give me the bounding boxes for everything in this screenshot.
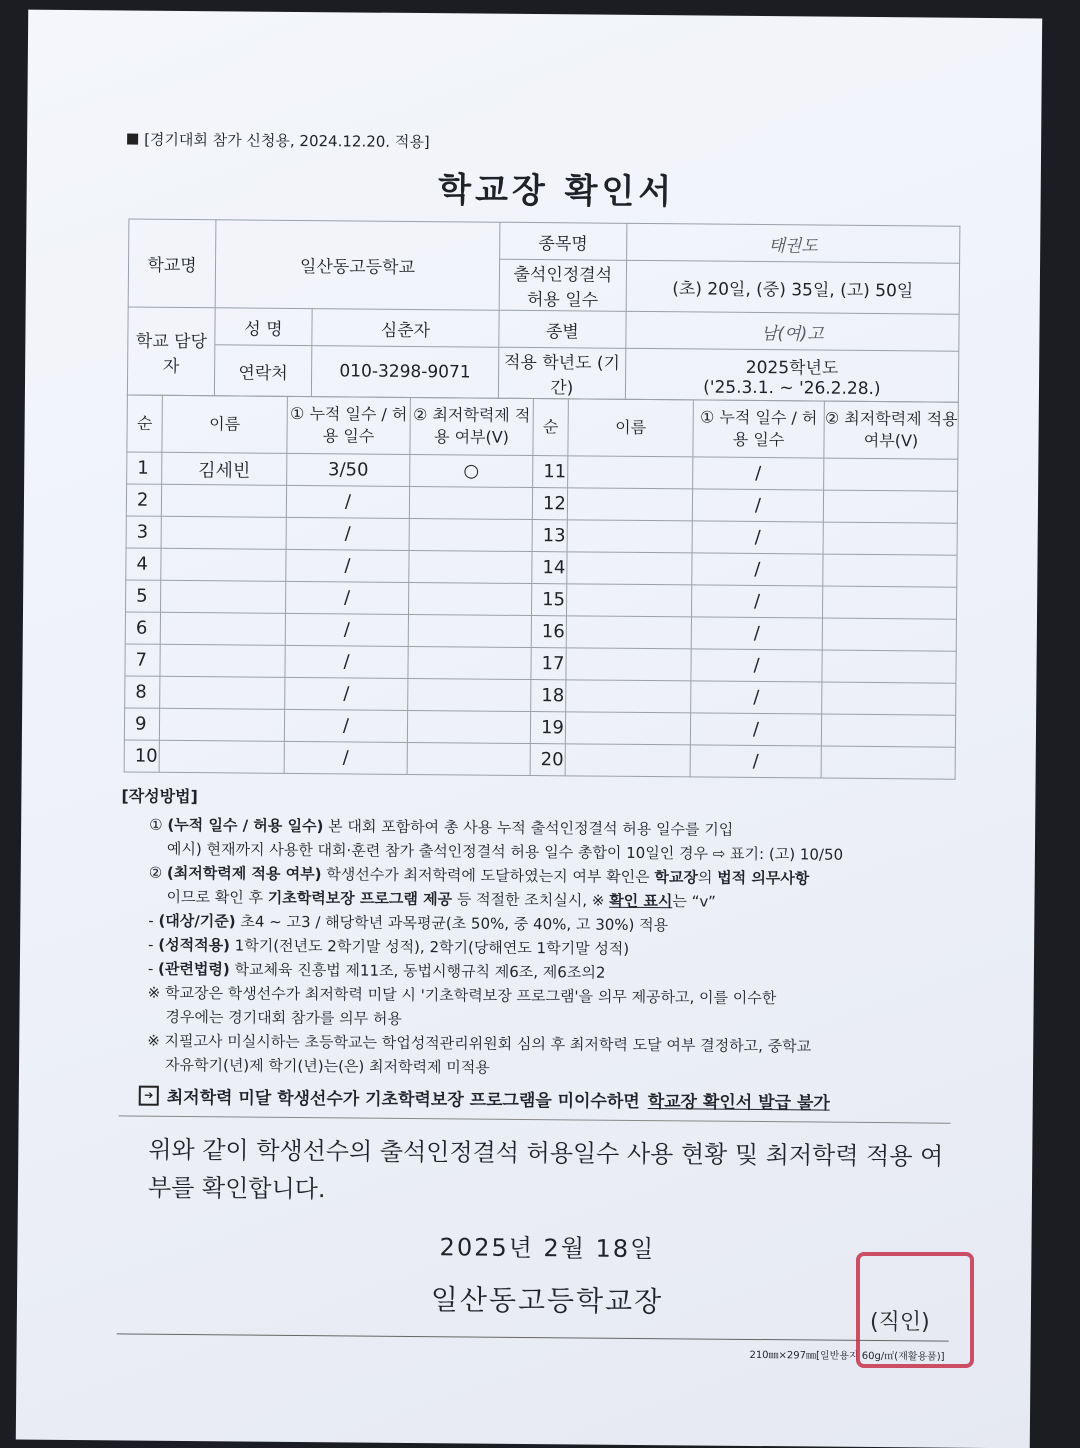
cell-seq: 5 (126, 580, 161, 612)
warning-note (119, 1082, 979, 1115)
cell-seq2: 20 (530, 744, 565, 776)
method-note-1: ※ 학교장은 학생선수가 최저학력 미달 시 '기초학력보장 프로그램'을 의무 제공하고, 이를 이수한 (147, 983, 777, 1008)
paper-spec: 210㎜×297㎜[일반용지 60g/㎡(재활용품)] (749, 1349, 945, 1363)
method-2-line2c: 등 적절한 조치실시, ※ (452, 890, 610, 910)
cell-seq: 4 (126, 548, 161, 580)
cell-seq: 10 (124, 740, 159, 772)
signer-name: 일산동고등학교장 (430, 1283, 664, 1319)
school-label: 학교명 (128, 219, 216, 308)
sport-value: 태권도 (626, 223, 959, 263)
min-header: ② 최저학력제 적용 여부(V) (410, 397, 533, 455)
cell-min (409, 518, 532, 551)
method-2-line2d: 확인 표시 (609, 891, 673, 911)
cell-seq2: 11 (533, 456, 568, 488)
cell-min (407, 742, 530, 775)
year-period: ('25.3.1. ~ '26.2.28.) (703, 377, 881, 399)
cell-min2 (821, 746, 955, 779)
document-title: 학교장 확인서 (438, 170, 676, 213)
cell-name (159, 708, 284, 741)
cell-seq2: 18 (531, 680, 566, 712)
athlete-table (124, 394, 959, 779)
bottom-divider (117, 1333, 949, 1341)
min-header-2: ② 최저학력제 적용 여부(V) (824, 401, 958, 459)
divider (119, 1115, 951, 1123)
cell-days2: / (692, 521, 823, 554)
info-table (127, 218, 961, 402)
cell-min2 (823, 522, 957, 555)
contact-value: 010-3298-9071 (311, 346, 498, 399)
cell-seq: 8 (125, 676, 160, 708)
cell-min2 (823, 554, 957, 587)
cell-name2 (567, 488, 692, 521)
cell-min2 (822, 586, 956, 619)
cell-name2 (565, 712, 690, 745)
cell-name (161, 548, 286, 581)
method-2-text1: 학생선수가 최저학력에 도달하였는지 여부 확인은 (321, 865, 655, 887)
cell-min (408, 614, 531, 647)
method-detail-2: - (성적적용) 1학기(전년도 2학기말 성적), 2학기(당해연도 1학기말 성적) (148, 935, 630, 958)
cell-seq2: 12 (532, 488, 567, 520)
method-detail-1: - (대상/기준) 초4 ~ 고3 / 해당학년 과목평균(초 50%, 중 40%, 고 30%) 적용 (148, 911, 669, 935)
cell-seq2: 15 (531, 584, 566, 616)
method-2-text2: 의 (697, 868, 718, 887)
cell-name2 (566, 584, 691, 617)
cell-seq: 1 (127, 452, 162, 484)
warning-underline-text: 학교장 확인서 발급 불가 (647, 1092, 830, 1114)
cell-name2 (566, 648, 691, 681)
cell-days: / (286, 485, 409, 518)
cell-min2 (821, 714, 955, 747)
cell-min2 (822, 618, 956, 651)
cell-days2: / (691, 681, 822, 714)
cell-days: / (285, 645, 408, 678)
method-heading: [작성방법] (121, 786, 198, 807)
method-note-2: ※ 지필고사 미실시하는 초등학교는 학업성적관리위원회 심의 후 최저학력 도달 여부 결정하고, 중학교 (147, 1031, 812, 1056)
method-2-line2e: 는 “v” (672, 892, 716, 911)
document-content (117, 128, 988, 1362)
seq-header: 순 (127, 395, 162, 452)
cell-seq2: 17 (531, 648, 566, 680)
cell-seq2: 16 (531, 616, 566, 648)
cell-seq2: 14 (532, 552, 567, 584)
contact-label: 연락처 (214, 345, 311, 397)
cell-seq2: 19 (530, 712, 565, 744)
method-note-1b: 경우에는 경기대회 참가를 의무 허용 (165, 1007, 402, 1028)
document-paper (16, 10, 1042, 1448)
detail-2-text: 1학기(전년도 2학기말 성적), 2학기(당해연도 1학기말 성적) (229, 936, 630, 958)
method-1-prefix: ① (149, 815, 168, 834)
method-2-line2b: 기초학력보장 프로그램 제공 (267, 888, 453, 909)
name-value: 심춘자 (312, 309, 499, 348)
cell-min2 (822, 650, 956, 683)
cell-name2 (566, 680, 691, 713)
cell-seq2: 13 (532, 520, 567, 552)
cell-min (409, 550, 532, 583)
gender-value: 남(여)고 (626, 311, 959, 351)
cell-days: / (284, 741, 407, 774)
cell-name2 (567, 552, 692, 585)
cell-name2 (567, 520, 692, 553)
cell-days: / (285, 581, 408, 614)
method-2-prefix: ② (148, 863, 168, 882)
header-note (127, 128, 987, 157)
detail-1-text: 초4 ~ 고3 / 해당학년 과목평균(초 50%, 중 40%, 고 30%) 적용 (235, 912, 669, 935)
cell-name (161, 484, 286, 517)
cell-seq: 9 (124, 708, 159, 740)
school-value: 일산동고등학교 (215, 220, 500, 310)
method-2-bold: (최저학력제 적용 여부) (166, 863, 322, 884)
arrow-box-icon: ➔ (139, 1085, 159, 1105)
detail-3-bold: (관련법령) (158, 959, 230, 979)
sport-label: 종목명 (499, 222, 626, 260)
cell-min2 (824, 458, 958, 491)
cell-name (161, 580, 286, 613)
absence-value: (초) 20일, (중) 35일, (고) 50일 (626, 260, 960, 314)
cell-days: / (286, 549, 409, 582)
cell-seq: 7 (125, 644, 160, 676)
cell-days2: / (693, 457, 824, 490)
confirmation-date: 2025년 2월 18일 (439, 1233, 656, 1264)
cell-min2 (822, 682, 956, 715)
name-header: 이름 (162, 395, 287, 453)
method-1-text: 본 대회 포함하여 총 사용 누적 출석인정결석 허용 일수를 기입 (323, 817, 734, 839)
absence-label: 출석인정결석 허용 일수 (499, 259, 626, 311)
method-2-line2a: 이므로 확인 후 (166, 887, 268, 907)
table-row (124, 740, 955, 779)
seq-header-2: 순 (533, 399, 568, 456)
method-2-bold3: 법적 의무사항 (717, 868, 810, 888)
method-1-bold: (누적 일수 / 허용 일수) (167, 815, 324, 836)
cell-name (159, 740, 284, 773)
cell-min (409, 486, 532, 519)
detail-3-text: 학교체육 진흥법 제11조, 동법시행규칙 제6조, 제6조의2 (229, 960, 606, 982)
name-label: 성 명 (215, 308, 312, 346)
cell-name (160, 644, 285, 677)
cell-min (407, 710, 530, 743)
detail-1-bold: (대상/기준) (158, 911, 236, 931)
cell-min (408, 582, 531, 615)
cell-name (161, 516, 286, 549)
cell-name2 (568, 456, 693, 489)
cell-days2: / (690, 713, 821, 746)
cell-days: / (286, 517, 409, 550)
method-1-example: 예시) 현재까지 사용한 대회·훈련 참가 출석인정결석 허용 일수 총합이 10일인 경우 ⇨ 표기: (고) 10/50 (166, 839, 844, 864)
cell-days2: / (692, 489, 823, 522)
cell-days2: / (690, 745, 821, 778)
cell-name2 (565, 744, 690, 777)
method-detail-3: - (관련법령) 학교체육 진흥법 제11조, 동법시행규칙 제6조, 제6조의2 (147, 959, 606, 982)
cell-days: / (284, 709, 407, 742)
year-value-cell (625, 348, 959, 402)
year-value: 2025학년도 (745, 357, 839, 379)
days-header-2: ① 누적 일수 / 허용 일수 (693, 400, 824, 458)
cell-min2 (823, 490, 957, 523)
gender-label: 종별 (499, 310, 626, 348)
writing-method (119, 784, 962, 1083)
cell-name (160, 612, 285, 645)
stamp-label: (직인) (870, 1310, 930, 1335)
cell-days2: / (691, 649, 822, 682)
detail-2-bold: (성적적용) (158, 935, 231, 955)
method-note-2b: 자유학기(년)제 학기(년)는(은) 최저학력제 미적용 (164, 1055, 490, 1077)
cell-name: 김세빈 (162, 452, 287, 485)
cell-seq: 3 (126, 516, 161, 548)
cell-days2: / (691, 585, 822, 618)
manager-label: 학교 담당자 (127, 307, 215, 396)
cell-days: 3/50 (287, 453, 410, 486)
cell-name2 (566, 616, 691, 649)
cell-name (160, 676, 285, 709)
header-note-text: [경기대회 참가 신청용, 2024.12.20. 적용] (144, 130, 430, 152)
cell-min (408, 646, 531, 679)
name-header-2: 이름 (568, 399, 693, 457)
confirmation-text: 위와 같이 학생선수의 출석인정결석 허용일수 사용 현황 및 최저학력 적용 여부를 확인합니다. (147, 1135, 944, 1204)
cell-days2: / (691, 617, 822, 650)
year-label: 적용 학년도 (기간) (498, 347, 625, 399)
cell-min: ○ (410, 454, 533, 487)
cell-days: / (285, 613, 408, 646)
square-bullet-icon (127, 133, 138, 144)
method-2-bold2: 학교장 (654, 868, 698, 887)
cell-days2: / (692, 553, 823, 586)
cell-min (408, 678, 531, 711)
warning-text: 최저학력 미달 학생선수가 기초학력보장 프로그램을 미이수하면 (166, 1087, 640, 1112)
cell-days: / (285, 677, 408, 710)
days-header: ① 누적 일수 / 허용 일수 (287, 396, 410, 454)
cell-seq: 2 (126, 484, 161, 516)
cell-seq: 6 (125, 612, 160, 644)
